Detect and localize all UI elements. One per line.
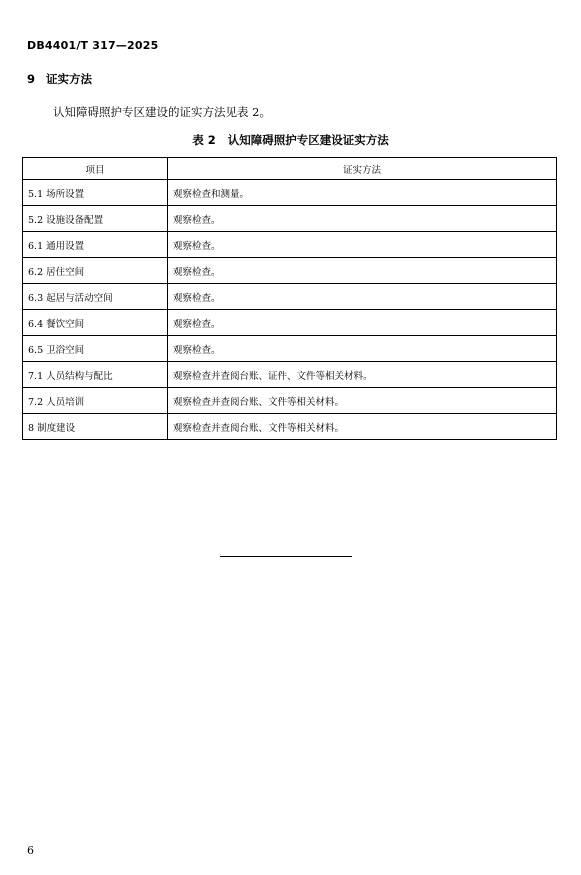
document-id: DB4401/T 317—2025: [27, 39, 159, 52]
table-cell-item: 5.2 设施设备配置: [23, 206, 168, 232]
table-row: [23, 336, 557, 362]
table-cell-method: 观察检查并查阅台账、证件、文件等相关材料。: [168, 362, 557, 388]
table-cell-method: 观察检查。: [168, 336, 557, 362]
table-cell-item: 7.2 人员培训: [23, 388, 168, 414]
table-cell-item: 6.1 通用设置: [23, 232, 168, 258]
table-row: [23, 284, 557, 310]
table-cell-method: 观察检查并查阅台账、文件等相关材料。: [168, 414, 557, 440]
table-cell-item: 6.3 起居与活动空间: [23, 284, 168, 310]
table-caption-title: 认知障碍照护专区建设证实方法: [227, 133, 389, 147]
table-cell-item: 7.1 人员结构与配比: [23, 362, 168, 388]
table-row: [23, 258, 557, 284]
table-header-row: [23, 158, 557, 180]
table-row: [23, 180, 557, 206]
table-cell-method: 观察检查。: [168, 232, 557, 258]
table-row: [23, 232, 557, 258]
section-title: 证实方法: [46, 72, 92, 86]
column-header-item: 项目: [23, 158, 168, 180]
table-cell-item: 6.4 餐饮空间: [23, 310, 168, 336]
table-cell-method: 观察检查。: [168, 258, 557, 284]
verification-methods-table: [22, 157, 557, 440]
table-row: [23, 388, 557, 414]
table-cell-item: 8 制度建设: [23, 414, 168, 440]
column-header-method: 证实方法: [168, 158, 557, 180]
table-caption-number: 表 2: [192, 133, 216, 147]
table-cell-item: 6.2 居住空间: [23, 258, 168, 284]
page-number: 6: [27, 844, 34, 857]
table-row: [23, 206, 557, 232]
table-cell-method: 观察检查并查阅台账、文件等相关材料。: [168, 388, 557, 414]
table-cell-item: 6.5 卫浴空间: [23, 336, 168, 362]
section-number: 9: [27, 72, 36, 86]
table-caption: [0, 132, 581, 148]
table-row: [23, 310, 557, 336]
table-row: [23, 414, 557, 440]
table-row: [23, 362, 557, 388]
section-heading: [27, 71, 92, 87]
table-cell-method: 观察检查和测量。: [168, 180, 557, 206]
table-cell-method: 观察检查。: [168, 284, 557, 310]
table-cell-method: 观察检查。: [168, 206, 557, 232]
table-cell-method: 观察检查。: [168, 310, 557, 336]
body-paragraph: 认知障碍照护专区建设的证实方法见表 2。: [53, 105, 271, 119]
end-of-document-rule: [220, 556, 352, 557]
table-cell-item: 5.1 场所设置: [23, 180, 168, 206]
